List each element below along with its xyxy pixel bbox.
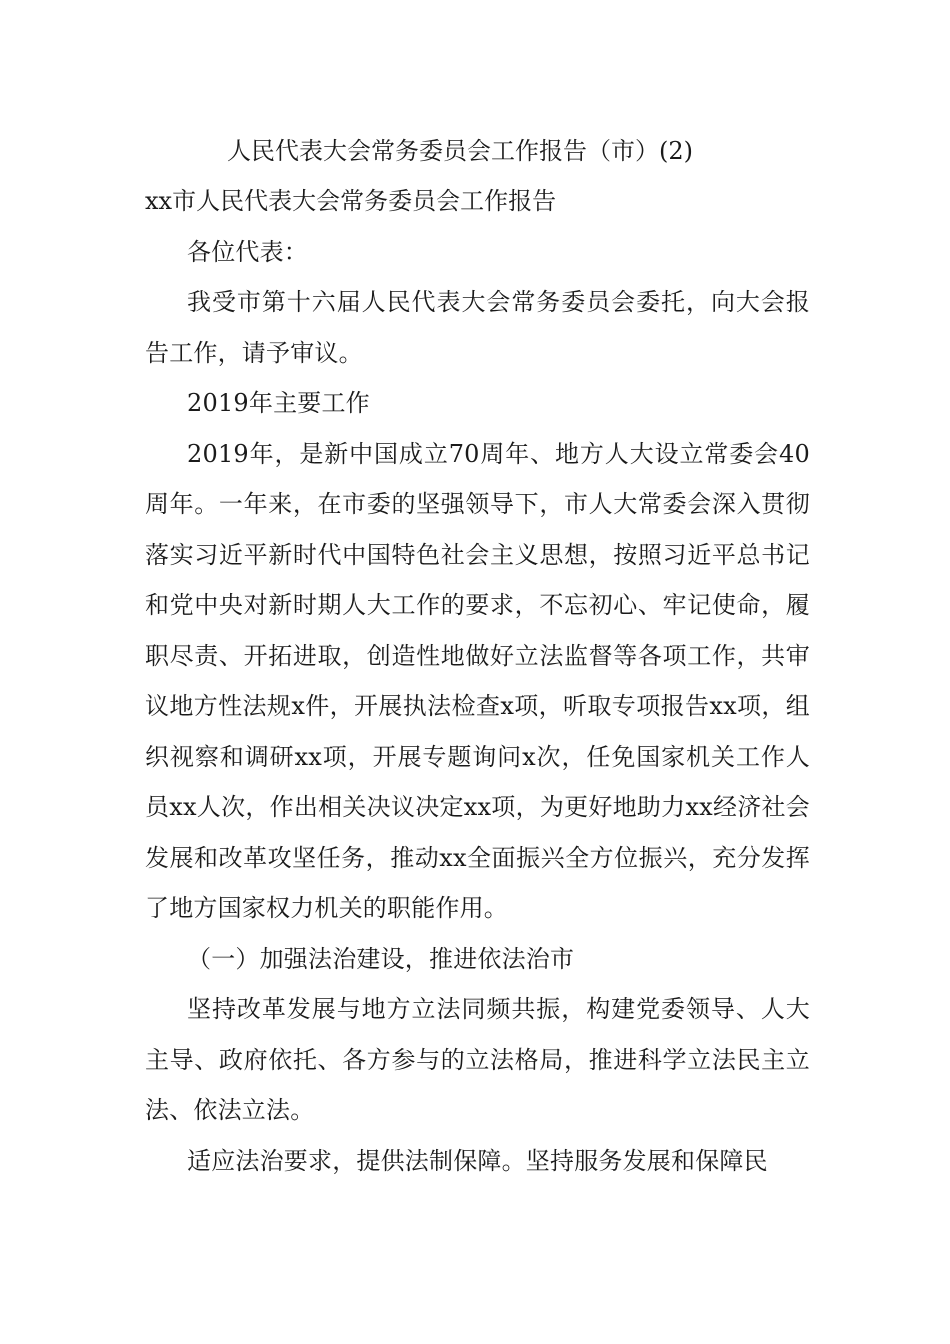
document-title: 人民代表大会常务委员会工作报告（市）(2) (227, 137, 693, 165)
body-paragraph: 坚持改革发展与地方立法同频共振，构建党委领导、人大主导、政府依托、各方参与的立法格局，推进科学立法民主立法、依法立法。 (145, 995, 810, 1124)
intro-paragraph: 我受市第十六届人民代表大会常务委员会委托，向大会报告工作，请予审议。 (145, 288, 810, 367)
body-paragraph: 适应法治要求，提供法制保障。坚持服务发展和保障民 (187, 1146, 768, 1175)
document-body (145, 126, 810, 1186)
subsection-heading: （一）加强法治建设，推进依法治市 (187, 944, 575, 973)
salutation: 各位代表： (187, 237, 308, 266)
summary-paragraph: 2019年，是新中国成立70周年、地方人大设立常委会40周年。一年来，在市委的坚强领导下，市人大常委会深入贯彻落实习近平新时代中国特色社会主义思想，按照习近平总书记和党中央对新时期人大工作的要求，不忘初心、牢记使命，履职尽责、开拓进取，创造性地做好立法监督等各项工作，共审议地方性法规x件，开展执法检查x项，听取专项报告xx项，组织视察和调研xx项，开展专题询问x次，任免国家机关工作人员xx人次，作出相关决议决定xx项，为更好地助力xx经济社会发展和改革攻坚任务，推动xx全面振兴全方位振兴，充分发挥了地方国家权力机关的职能作用。 (145, 439, 810, 922)
report-subtitle: xx市人民代表大会常务委员会工作报告 (145, 187, 557, 215)
section-heading: 2019年主要工作 (187, 389, 370, 417)
